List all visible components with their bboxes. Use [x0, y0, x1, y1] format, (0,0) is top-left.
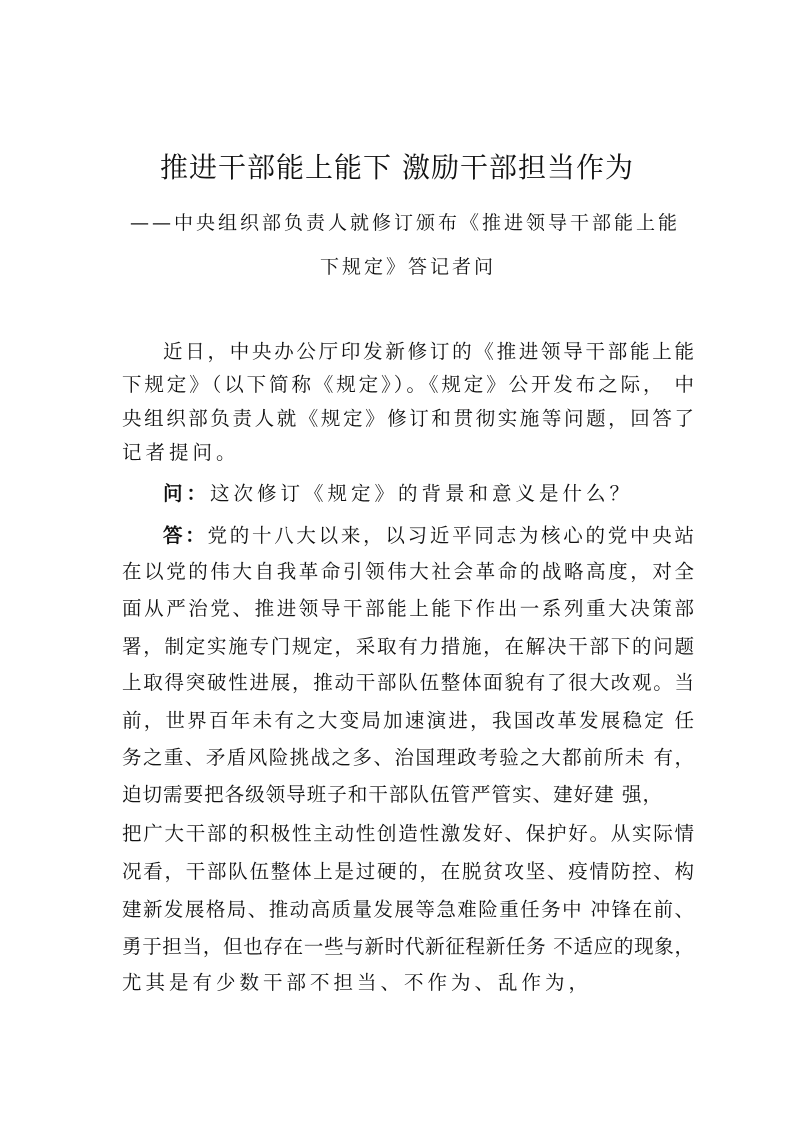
- question-line: [163, 482, 694, 506]
- body-line: 前，世界百年未有之大变局加速演进，我国改革发展稳定 任: [122, 709, 694, 732]
- body-line: 近日，中央办公厅印发新修订的《推进领导干部能上能: [163, 340, 694, 363]
- answer-line: [163, 524, 694, 548]
- body-line: 尤其是有少数干部不担当、不作为、乱作为，: [122, 971, 593, 994]
- body-line: 勇于担当，但也存在一些与新时代新征程新任务 不适应的现象，: [122, 935, 694, 958]
- document-subtitle-line-2: 下规定》答记者问: [320, 256, 497, 278]
- body-line: 建新发展格局、推动高质量发展等急难险重任务中 冲锋在前、: [122, 898, 694, 921]
- document-subtitle-line-1: ——中央组织部负责人就修订颁布《推进领导干部能上能: [130, 212, 681, 234]
- answer-text: 党的十八大以来，以习近平同志为核心的党中央站: [207, 524, 694, 547]
- body-line: 况看，干部队伍整体上是过硬的，在脱贫攻坚、疫情防控、构: [122, 860, 694, 883]
- body-line: 面从严治党、推进领导干部能上能下作出一系列重大决策部: [122, 597, 694, 620]
- body-line: 务之重、矛盾风险挑战之多、治国理政考验之大都前所未 有，: [122, 746, 694, 769]
- body-line: 下规定》（以下简称《规定》）。《规定》公开发布之际， 中: [122, 373, 694, 396]
- body-line: 署，制定实施专门规定，采取有力措施，在解决干部下的问题: [122, 635, 694, 658]
- body-line: 上取得突破性进展，推动干部队伍整体面貌有了很大改观。当: [122, 671, 694, 694]
- body-line: 在以党的伟大自我革命引领伟大社会革命的战略高度，对全: [122, 560, 694, 583]
- document-title: 推进干部能上能下 激励干部担当作为: [160, 151, 634, 184]
- answer-label: 答：: [163, 524, 208, 547]
- question-text: 这次修订《规定》的背景和意义是什么？: [210, 482, 634, 505]
- body-line: 记者提问。: [122, 441, 240, 464]
- body-line: 央组织部负责人就《规定》修订和贯彻实施等问题，回答了: [122, 407, 694, 430]
- question-label: 问：: [163, 482, 211, 505]
- body-line: 迫切需要把各级领导班子和干部队伍管严管实、建好建 强，: [122, 783, 662, 806]
- body-line: 把广大干部的积极性主动性创造性激发好、保护好。从实际情: [122, 822, 694, 845]
